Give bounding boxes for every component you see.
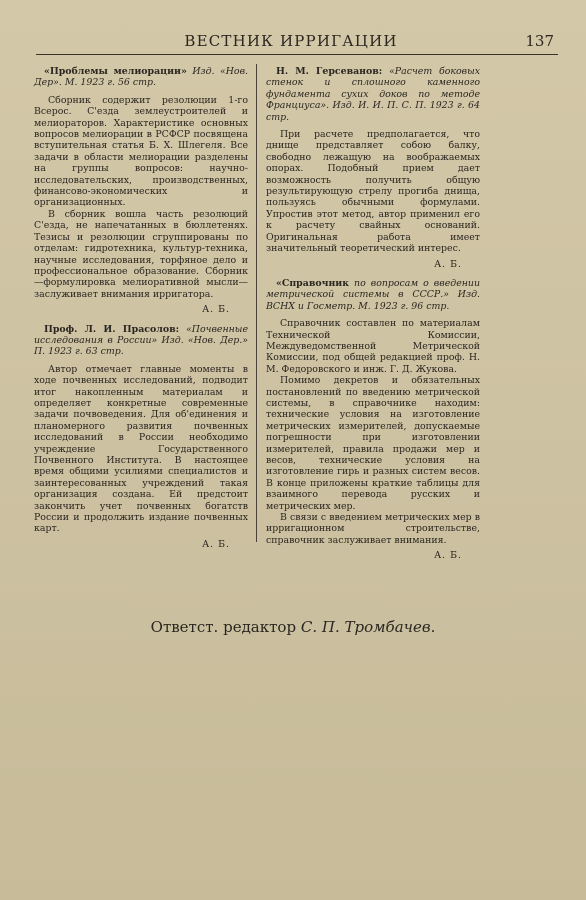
review-paragraph: Автор отмечает главные моменты в ходе почвенных исследований, подводит итог накопленным материалам и определяет конкретные современные задачи почвоведения. Для об'единения и планомерного развития почвенных исследований в России необходимо учреждение Государственного Почвенного Института. В настоящее время общими усилиями специалистов и заинтересованных учреждений такая организация создана. Ей предстоит закончить учет почвенных богатств России и продолжить издание почвенных карт. — [34, 363, 248, 535]
left-column — [34, 66, 248, 558]
editor-name: С. П. Тромбачев. — [300, 618, 436, 636]
review-signature: А. Б. — [434, 258, 462, 270]
review-title-rest: по вопросам о введении метрической системы в СССР.» — [266, 277, 480, 301]
review-publication: Изд. ВСНХ и Госметр. М. 1923 г. 96 стр. — [266, 289, 480, 312]
review-signature: А. Б. — [434, 550, 462, 562]
review-title: «Почвенные исследования в России» — [34, 323, 248, 346]
review-publication: Изд. «Нов. Дер». М. 1923 г. 56 стр. — [34, 66, 249, 89]
running-head — [36, 32, 558, 55]
review-paragraph: Помимо декретов и обязательных постановлений по введению метрической системы, в справочнике находим: технические условия на изготовление метрических измерителей, допускаемые погрешности при изготовлении измерителей, правила продажи мер и весов, технические условия на изготовление гирь и разных систем весов. В конце приложены краткие таблицы для взаимного перевода русских и метрических мер. — [266, 375, 480, 512]
column-divider — [256, 64, 257, 542]
review-melioration — [34, 66, 248, 316]
review-paragraph: При расчете предполагается, что днище представляет собою балку, свободно лежащую на воображаемых опорах. Подобный прием дает возможность получить общую результирующую стрелу прогиба днища, пользуясь обычными формулами. Упростив этот метод, автор применил его к расчету свайных оснований. Оригинальная работа имеет значительный теоретический интерес. — [266, 129, 480, 255]
review-citation — [34, 66, 248, 89]
review-signature: А. Б. — [202, 538, 230, 550]
review-citation — [266, 66, 480, 123]
review-author: Н. М. Герсеванов: — [276, 66, 383, 77]
review-author: Проф. Л. И. Прасолов: — [44, 323, 180, 335]
review-paragraph: В сборник вошла часть резолюций С'езда, не напечатанных в бюллетенях. Тезисы и резолюции сгруппированы по отделам: гидротехника, культур-техника, научные исследования, торфяное дело и профессиональное образование. Сборник—формулировка мелиоративной мысли—заслуживает внимания ирригатора. — [34, 208, 248, 300]
review-signature: А. Б. — [202, 304, 230, 316]
page-number: 137 — [525, 32, 554, 50]
review-paragraph: В связи с введением метрических мер в ирригационном строительстве, справочник заслуживает внимания. — [266, 512, 480, 546]
review-dry-docks — [266, 66, 480, 270]
review-citation — [266, 278, 480, 312]
review-title: «Расчет боковых стенок и сплошного каменного фундамента сухих доков по методе Франциуса». — [266, 66, 480, 112]
review-title: «Проблемы мелиорации» — [44, 66, 187, 77]
review-paragraph: Сборник содержит резолюции 1-го Всерос. С'езда землеустроителей и мелиораторов. Характеристике основных вопросов мелиорации в РСФСР посвящена вступительная статья Б. Х. Шлегеля. Все задачи в области мелиорации разделены на группы вопросов: научно-исследовательских, производственных, финансово-экономических и организационных. — [34, 94, 248, 209]
editor-credit — [0, 618, 586, 636]
editor-label: Ответст. редактор — [150, 618, 297, 636]
right-column — [266, 66, 480, 570]
review-citation — [34, 324, 248, 358]
review-metric-handbook — [266, 278, 480, 562]
journal-title: ВЕСТНИК ИРРИГАЦИИ — [184, 32, 398, 50]
review-title: «Справочник — [276, 277, 350, 289]
review-soil-research — [34, 324, 248, 551]
review-publication: Изд. И. И. П. С. П. 1923 г. 64 стр. — [266, 100, 480, 123]
review-publication: Изд. «Нов. Дер.» П. 1923 г. 63 стр. — [34, 334, 248, 358]
review-paragraph: Справочник составлен по материалам Технической Комиссии, Междуведомственной Метрической Комиссии, под общей редакцией проф. Н. М. Федоровского и инж. Г. Д. Жукова. — [266, 318, 480, 375]
